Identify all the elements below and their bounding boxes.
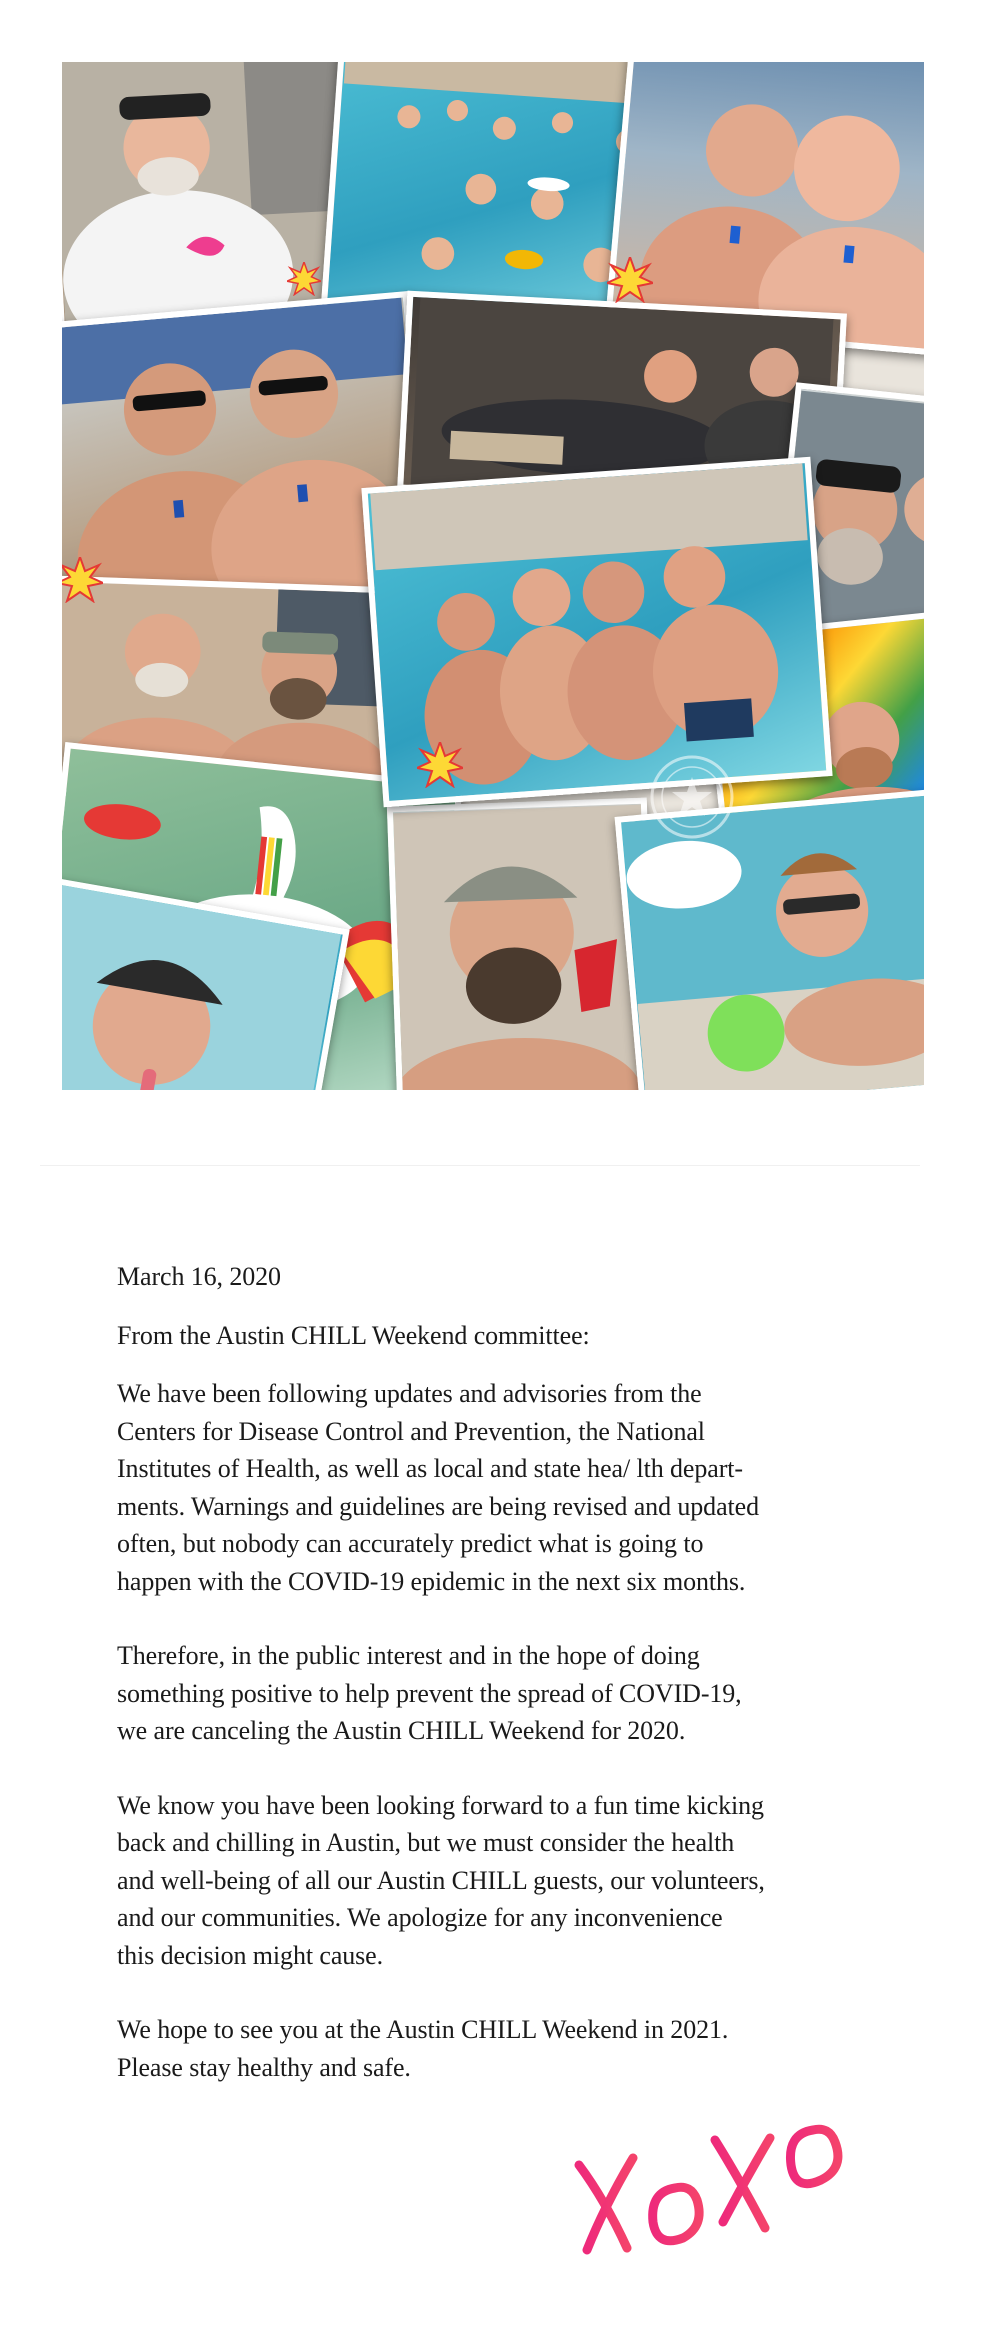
letter-paragraph: We know you have been looking forward to a fun time kicking back and chilling in Austin, but we must consider the health and well-being of all our Austin CHILL guests, our volunteers, and our communities. We apologize for any inconvenience this decision might cause. [117, 1790, 765, 1970]
sun-badge-icon [287, 262, 321, 296]
sun-badge-icon [607, 257, 653, 303]
section-divider [40, 1165, 920, 1166]
photo-collage [62, 62, 924, 1090]
xoxo-signature [565, 2110, 855, 2260]
letter-paragraph: We have been following updates and advisories from the Centers for Disease Control and Prevention, the National Institutes of Health, as well as local and state hea/ lth depart- ments. Warnings and guidelines are being revised and updated often, but nobody can accurately predict what is going to happen with the COVID-19 epidemic in the next six months. [117, 1379, 759, 1596]
sun-badge-icon [417, 742, 463, 788]
sun-badge-icon [62, 557, 103, 603]
letter-date: March 16, 2020 [117, 1262, 281, 1291]
letter-body [117, 1258, 837, 2123]
letter-paragraph: We hope to see you at the Austin CHILL Weekend in 2021. Please stay healthy and safe. [117, 2015, 729, 2082]
letter-paragraph: Therefore, in the public interest and in the hope of doing something positive to help prevent the spread of COVID-19, we are canceling the Austin CHILL Weekend for 2020. [117, 1641, 742, 1745]
aloha-seal-icon [647, 752, 737, 842]
letter-greeting: From the Austin CHILL Weekend committee: [117, 1320, 590, 1350]
